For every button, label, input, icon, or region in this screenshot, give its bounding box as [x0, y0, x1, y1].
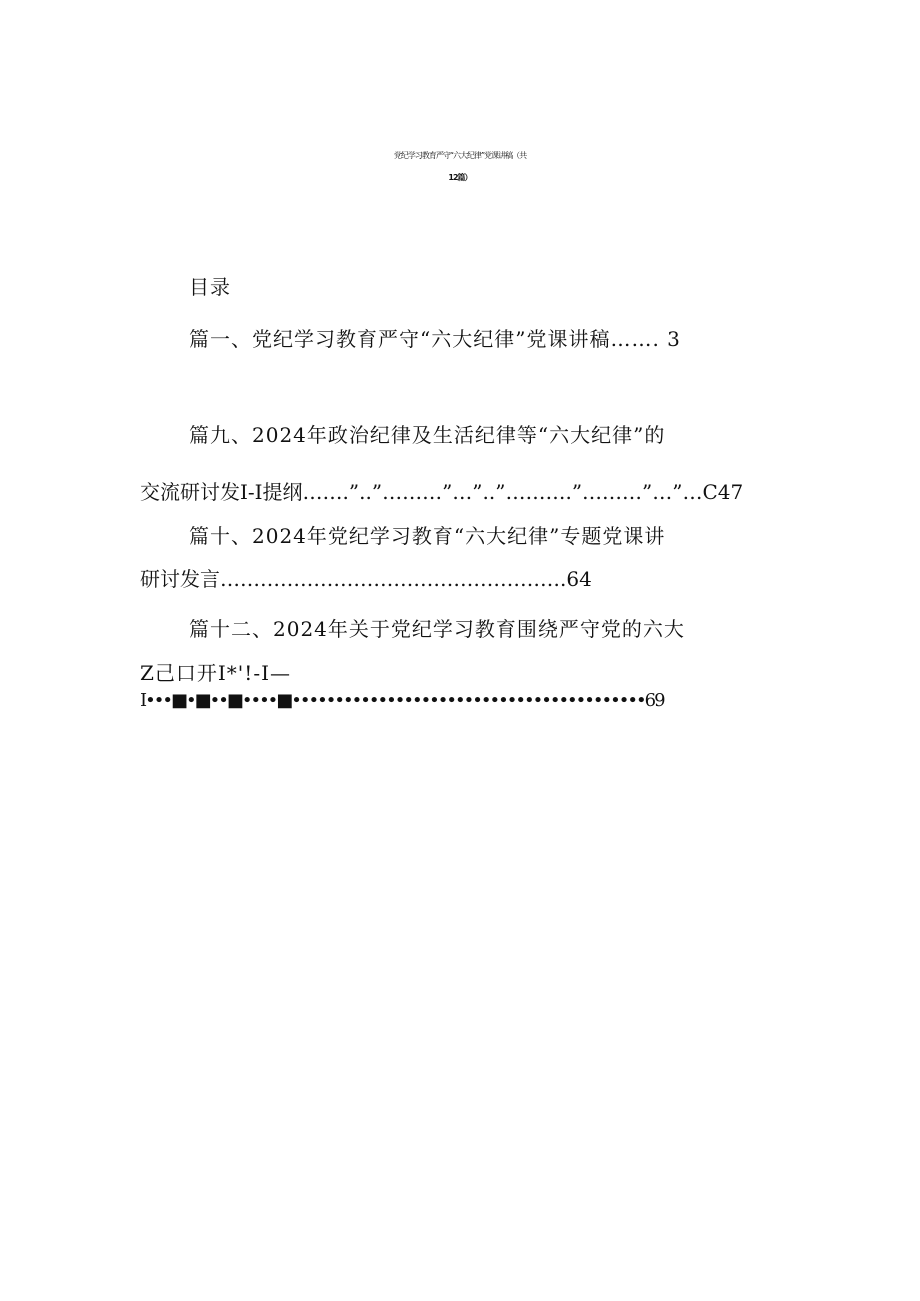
toc-entry: 篇十二、2024年关于党纪学习教育围绕严守党的六大	[189, 617, 685, 641]
toc-entry-continuation: I•••■•■••■••••■•••••••••••••••••••••••••••••••••••••••••69	[140, 690, 664, 711]
toc-entry-continuation: 交流研讨发I-I提纲…….”..”………”…”..”……….”………”…”…C47	[140, 480, 744, 504]
toc-entry: 篇九、2024年政治纪律及生活纪律等“六大纪律”的	[189, 423, 666, 447]
toc-entry: 篇一、党纪学习教育严守“六大纪律”党课讲稿……. 3	[189, 327, 681, 351]
toc-entry: 篇十、2024年党纪学习教育“六大纪律”专题党课讲	[189, 524, 666, 548]
document-title-line-1: 党纪学习教育严守“六大纪律”党课讲稿（共	[393, 151, 527, 160]
document-title-line-2: 12篇）	[448, 173, 472, 182]
toc-heading: 目录	[189, 275, 231, 299]
toc-entry-continuation: 研讨发言…………………………………………….64	[140, 567, 592, 591]
toc-entry-continuation: Z己口开I*'!-I—	[140, 661, 291, 685]
